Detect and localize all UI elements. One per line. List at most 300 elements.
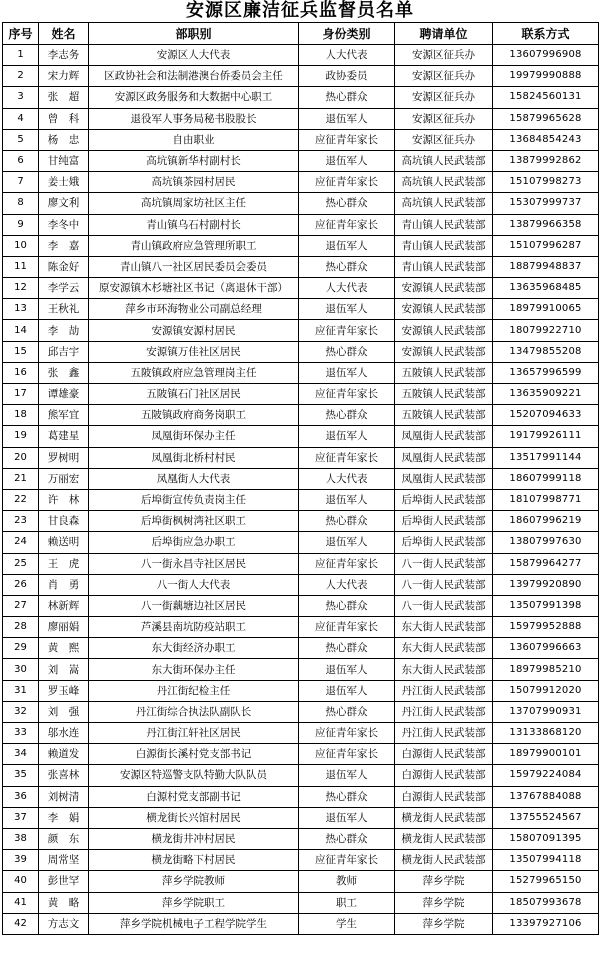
identity-type: 热心群众: [299, 193, 395, 214]
table-row: [3, 87, 599, 108]
identity-type: 职工: [299, 892, 395, 913]
position: 八一街永昌寺社区居民: [89, 553, 299, 574]
row-number: 17: [3, 384, 39, 405]
identity-type: 应征青年家长: [299, 850, 395, 871]
hiring-unit: 安源区征兵办: [395, 87, 493, 108]
hiring-unit: 安源镇人民武装部: [395, 299, 493, 320]
header-position: 部职别: [89, 23, 299, 45]
phone-number: 13397927106: [493, 913, 599, 934]
position: 区政协社会和法制港澳台侨委员会主任: [89, 66, 299, 87]
table-row: [3, 108, 599, 129]
position: 退役军人事务局秘书股股长: [89, 108, 299, 129]
identity-type: 人大代表: [299, 574, 395, 595]
table-row: [3, 913, 599, 934]
identity-type: 应征青年家长: [299, 553, 395, 574]
phone-number: 13767884088: [493, 786, 599, 807]
person-name: 颜 东: [39, 828, 89, 849]
identity-type: 应征青年家长: [299, 320, 395, 341]
table-row: [3, 172, 599, 193]
person-name: 李志务: [39, 45, 89, 66]
person-name: 罗玉峰: [39, 680, 89, 701]
identity-type: 退伍军人: [299, 807, 395, 828]
hiring-unit: 白源街人民武装部: [395, 744, 493, 765]
hiring-unit: 五陂镇人民武装部: [395, 384, 493, 405]
person-name: 谭雄豪: [39, 384, 89, 405]
identity-type: 应征青年家长: [299, 129, 395, 150]
hiring-unit: 凤凰街人民武装部: [395, 468, 493, 489]
row-number: 19: [3, 426, 39, 447]
hiring-unit: 五陂镇人民武装部: [395, 405, 493, 426]
hiring-unit: 五陂镇人民武装部: [395, 362, 493, 383]
row-number: 10: [3, 235, 39, 256]
position: 青山镇八一社区居民委员会委员: [89, 256, 299, 277]
phone-number: 13807997630: [493, 532, 599, 553]
table-row: [3, 638, 599, 659]
person-name: 张喜林: [39, 765, 89, 786]
person-name: 刘树清: [39, 786, 89, 807]
phone-number: 15979952888: [493, 617, 599, 638]
hiring-unit: 横龙街人民武装部: [395, 807, 493, 828]
table-row: [3, 468, 599, 489]
position: 安源镇万佳社区居民: [89, 341, 299, 362]
person-name: 张 鑫: [39, 362, 89, 383]
position: 八一街藕塘边社区居民: [89, 595, 299, 616]
identity-type: 退伍军人: [299, 680, 395, 701]
identity-type: 应征青年家长: [299, 214, 395, 235]
position: 萍乡市环海物业公司副总经理: [89, 299, 299, 320]
table-row: [3, 426, 599, 447]
phone-number: 19979990888: [493, 66, 599, 87]
row-number: 38: [3, 828, 39, 849]
phone-number: 18607999118: [493, 468, 599, 489]
person-name: 甘纯富: [39, 150, 89, 171]
person-name: 许 林: [39, 489, 89, 510]
row-number: 13: [3, 299, 39, 320]
position: 横龙街井冲村居民: [89, 828, 299, 849]
identity-type: 退伍军人: [299, 532, 395, 553]
table-row: [3, 66, 599, 87]
hiring-unit: 青山镇人民武装部: [395, 235, 493, 256]
table-row: [3, 659, 599, 680]
position: 横龙街长兴馆村居民: [89, 807, 299, 828]
phone-number: 18979910065: [493, 299, 599, 320]
identity-type: 热心群众: [299, 87, 395, 108]
table-row: [3, 828, 599, 849]
hiring-unit: 八一街人民武装部: [395, 553, 493, 574]
table-row: [3, 680, 599, 701]
position: 芦溪县南坑防疫站职工: [89, 617, 299, 638]
phone-number: 18879948837: [493, 256, 599, 277]
row-number: 1: [3, 45, 39, 66]
identity-type: 人大代表: [299, 468, 395, 489]
hiring-unit: 安源区征兵办: [395, 108, 493, 129]
identity-type: 应征青年家长: [299, 617, 395, 638]
hiring-unit: 凤凰街人民武装部: [395, 426, 493, 447]
identity-type: 热心群众: [299, 828, 395, 849]
hiring-unit: 丹江街人民武装部: [395, 701, 493, 722]
row-number: 39: [3, 850, 39, 871]
row-number: 12: [3, 278, 39, 299]
position: 安源区特巡警支队特勤大队队员: [89, 765, 299, 786]
phone-number: 15079912020: [493, 680, 599, 701]
table-row: [3, 511, 599, 532]
table-row: [3, 871, 599, 892]
phone-number: 18507993678: [493, 892, 599, 913]
row-number: 20: [3, 447, 39, 468]
identity-type: 应征青年家长: [299, 172, 395, 193]
row-number: 16: [3, 362, 39, 383]
page-title: 安源区廉洁征兵监督员名单: [186, 0, 414, 21]
hiring-unit: 后埠街人民武装部: [395, 489, 493, 510]
phone-number: 13517991144: [493, 447, 599, 468]
identity-type: 热心群众: [299, 405, 395, 426]
table-row: [3, 384, 599, 405]
table-row: [3, 807, 599, 828]
phone-number: 19179926111: [493, 426, 599, 447]
position: 安源区人大代表: [89, 45, 299, 66]
phone-number: 15879965628: [493, 108, 599, 129]
table-body: [3, 45, 599, 935]
position: 后埠街宣传负责岗主任: [89, 489, 299, 510]
table-row: [3, 447, 599, 468]
phone-number: 15307999737: [493, 193, 599, 214]
hiring-unit: 后埠街人民武装部: [395, 511, 493, 532]
row-number: 33: [3, 723, 39, 744]
hiring-unit: 高坑镇人民武装部: [395, 150, 493, 171]
position: 萍乡学院教师: [89, 871, 299, 892]
hiring-unit: 丹江街人民武装部: [395, 723, 493, 744]
table-row: [3, 723, 599, 744]
phone-number: 15807091395: [493, 828, 599, 849]
hiring-unit: 凤凰街人民武装部: [395, 447, 493, 468]
header-no: 序号: [3, 23, 39, 45]
position: 萍乡学院机械电子工程学院学生: [89, 913, 299, 934]
person-name: 甘良森: [39, 511, 89, 532]
position: 安源镇安源村居民: [89, 320, 299, 341]
table-row: [3, 553, 599, 574]
identity-type: 退伍军人: [299, 362, 395, 383]
row-number: 5: [3, 129, 39, 150]
hiring-unit: 八一街人民武装部: [395, 595, 493, 616]
position: 凤凰街人大代表: [89, 468, 299, 489]
identity-type: 退伍军人: [299, 150, 395, 171]
position: 白源村党支部副书记: [89, 786, 299, 807]
row-number: 7: [3, 172, 39, 193]
position: 自由职业: [89, 129, 299, 150]
row-number: 26: [3, 574, 39, 595]
person-name: 廖丽娟: [39, 617, 89, 638]
table-row: [3, 489, 599, 510]
person-name: 杨 忠: [39, 129, 89, 150]
phone-number: 18607996219: [493, 511, 599, 532]
person-name: 邱吉宇: [39, 341, 89, 362]
person-name: 刘 强: [39, 701, 89, 722]
hiring-unit: 高坑镇人民武装部: [395, 193, 493, 214]
person-name: 宋力辉: [39, 66, 89, 87]
row-number: 3: [3, 87, 39, 108]
position: 东大街经济办职工: [89, 638, 299, 659]
person-name: 林新辉: [39, 595, 89, 616]
person-name: 曾 科: [39, 108, 89, 129]
phone-number: 13979920890: [493, 574, 599, 595]
identity-type: 热心群众: [299, 511, 395, 532]
identity-type: 退伍军人: [299, 489, 395, 510]
phone-number: 13607996908: [493, 45, 599, 66]
identity-type: 退伍军人: [299, 659, 395, 680]
row-number: 9: [3, 214, 39, 235]
phone-number: 13133868120: [493, 723, 599, 744]
row-number: 24: [3, 532, 39, 553]
row-number: 27: [3, 595, 39, 616]
table-row: [3, 256, 599, 277]
table-row: [3, 193, 599, 214]
hiring-unit: 萍乡学院: [395, 871, 493, 892]
person-name: 李 劼: [39, 320, 89, 341]
hiring-unit: 丹江街人民武装部: [395, 680, 493, 701]
table-row: [3, 299, 599, 320]
hiring-unit: 安源区征兵办: [395, 129, 493, 150]
person-name: 张 超: [39, 87, 89, 108]
position: 萍乡学院职工: [89, 892, 299, 913]
person-name: 黄 熙: [39, 638, 89, 659]
hiring-unit: 青山镇人民武装部: [395, 256, 493, 277]
row-number: 2: [3, 66, 39, 87]
table-row: [3, 150, 599, 171]
phone-number: 15879964277: [493, 553, 599, 574]
hiring-unit: 安源镇人民武装部: [395, 341, 493, 362]
identity-type: 退伍军人: [299, 108, 395, 129]
row-number: 31: [3, 680, 39, 701]
table-row: [3, 341, 599, 362]
hiring-unit: 白源街人民武装部: [395, 765, 493, 786]
row-number: 14: [3, 320, 39, 341]
position: 五陂镇政府商务岗职工: [89, 405, 299, 426]
row-number: 23: [3, 511, 39, 532]
table-row: [3, 235, 599, 256]
row-number: 36: [3, 786, 39, 807]
phone-number: 13707990931: [493, 701, 599, 722]
person-name: 李冬中: [39, 214, 89, 235]
identity-type: 热心群众: [299, 256, 395, 277]
row-number: 6: [3, 150, 39, 171]
phone-number: 13635909221: [493, 384, 599, 405]
table-row: [3, 617, 599, 638]
identity-type: 学生: [299, 913, 395, 934]
person-name: 李学云: [39, 278, 89, 299]
person-name: 王秋礼: [39, 299, 89, 320]
hiring-unit: 安源镇人民武装部: [395, 278, 493, 299]
person-name: 罗树明: [39, 447, 89, 468]
position: 安源区政务服务和大数据中心职工: [89, 87, 299, 108]
table-row: [3, 765, 599, 786]
position: 高坑镇茶园村居民: [89, 172, 299, 193]
row-number: 42: [3, 913, 39, 934]
hiring-unit: 横龙街人民武装部: [395, 850, 493, 871]
phone-number: 15207094633: [493, 405, 599, 426]
phone-number: 18107998771: [493, 489, 599, 510]
phone-number: 13879966358: [493, 214, 599, 235]
row-number: 4: [3, 108, 39, 129]
person-name: 葛建星: [39, 426, 89, 447]
identity-type: 退伍军人: [299, 426, 395, 447]
row-number: 37: [3, 807, 39, 828]
row-number: 15: [3, 341, 39, 362]
hiring-unit: 横龙街人民武装部: [395, 828, 493, 849]
person-name: 赖送明: [39, 532, 89, 553]
person-name: 李 嘉: [39, 235, 89, 256]
person-name: 彭世罕: [39, 871, 89, 892]
identity-type: 应征青年家长: [299, 744, 395, 765]
phone-number: 13657996599: [493, 362, 599, 383]
person-name: 廖文利: [39, 193, 89, 214]
phone-number: 15279965150: [493, 871, 599, 892]
person-name: 肖 勇: [39, 574, 89, 595]
row-number: 22: [3, 489, 39, 510]
phone-number: 13684854243: [493, 129, 599, 150]
phone-number: 18979900101: [493, 744, 599, 765]
phone-number: 13607996663: [493, 638, 599, 659]
position: 丹江街综合执法队副队长: [89, 701, 299, 722]
identity-type: 热心群众: [299, 595, 395, 616]
table-row: [3, 405, 599, 426]
hiring-unit: 东大街人民武装部: [395, 617, 493, 638]
position: 东大街环保办主任: [89, 659, 299, 680]
identity-type: 退伍军人: [299, 235, 395, 256]
table-header-row: [3, 23, 599, 45]
table-row: [3, 786, 599, 807]
row-number: 18: [3, 405, 39, 426]
position: 后埠街应急办职工: [89, 532, 299, 553]
hiring-unit: 白源街人民武装部: [395, 786, 493, 807]
position: 八一街人大代表: [89, 574, 299, 595]
phone-number: 15979224084: [493, 765, 599, 786]
table-row: [3, 850, 599, 871]
position: 青山镇乌石村副村长: [89, 214, 299, 235]
hiring-unit: 青山镇人民武装部: [395, 214, 493, 235]
hiring-unit: 东大街人民武装部: [395, 659, 493, 680]
table-row: [3, 129, 599, 150]
row-number: 8: [3, 193, 39, 214]
position: 丹江街江轩社区居民: [89, 723, 299, 744]
person-name: 邬水连: [39, 723, 89, 744]
row-number: 29: [3, 638, 39, 659]
phone-number: 13879992862: [493, 150, 599, 171]
phone-number: 15107998273: [493, 172, 599, 193]
hiring-unit: 后埠街人民武装部: [395, 532, 493, 553]
row-number: 28: [3, 617, 39, 638]
hiring-unit: 八一街人民武装部: [395, 574, 493, 595]
row-number: 21: [3, 468, 39, 489]
person-name: 赖道发: [39, 744, 89, 765]
table-row: [3, 278, 599, 299]
person-name: 李 娟: [39, 807, 89, 828]
person-name: 黄 略: [39, 892, 89, 913]
phone-number: 13635968485: [493, 278, 599, 299]
table-row: [3, 892, 599, 913]
table-row: [3, 45, 599, 66]
identity-type: 人大代表: [299, 45, 395, 66]
identity-type: 热心群众: [299, 701, 395, 722]
header-identity: 身份类别: [299, 23, 395, 45]
identity-type: 应征青年家长: [299, 384, 395, 405]
position: 横龙街略下村居民: [89, 850, 299, 871]
supervisor-table: [2, 22, 599, 935]
phone-number: 18079922710: [493, 320, 599, 341]
phone-number: 13507991398: [493, 595, 599, 616]
row-number: 32: [3, 701, 39, 722]
identity-type: 教师: [299, 871, 395, 892]
person-name: 熊军宜: [39, 405, 89, 426]
position: 丹江街纪检主任: [89, 680, 299, 701]
row-number: 41: [3, 892, 39, 913]
position: 凤凰街北桥村村民: [89, 447, 299, 468]
identity-type: 应征青年家长: [299, 723, 395, 744]
header-unit: 聘请单位: [395, 23, 493, 45]
table-row: [3, 574, 599, 595]
position: 青山镇政府应急管理所职工: [89, 235, 299, 256]
hiring-unit: 东大街人民武装部: [395, 638, 493, 659]
identity-type: 政协委员: [299, 66, 395, 87]
hiring-unit: 萍乡学院: [395, 892, 493, 913]
position: 高坑镇新华村副村长: [89, 150, 299, 171]
identity-type: 退伍军人: [299, 299, 395, 320]
phone-number: 15107996287: [493, 235, 599, 256]
identity-type: 应征青年家长: [299, 447, 395, 468]
table-row: [3, 320, 599, 341]
position: 五陂镇政府应急管理岗主任: [89, 362, 299, 383]
row-number: 25: [3, 553, 39, 574]
header-contact: 联系方式: [493, 23, 599, 45]
phone-number: 13755524567: [493, 807, 599, 828]
row-number: 11: [3, 256, 39, 277]
position: 白源街长溪村党支部书记: [89, 744, 299, 765]
hiring-unit: 安源区征兵办: [395, 45, 493, 66]
position: 五陂镇石门社区居民: [89, 384, 299, 405]
hiring-unit: 安源区征兵办: [395, 66, 493, 87]
header-name: 姓名: [39, 23, 89, 45]
row-number: 30: [3, 659, 39, 680]
row-number: 35: [3, 765, 39, 786]
phone-number: 15824560131: [493, 87, 599, 108]
row-number: 40: [3, 871, 39, 892]
identity-type: 人大代表: [299, 278, 395, 299]
identity-type: 热心群众: [299, 638, 395, 659]
person-name: 姜士娥: [39, 172, 89, 193]
hiring-unit: 高坑镇人民武装部: [395, 172, 493, 193]
phone-number: 13507994118: [493, 850, 599, 871]
position: 高坑镇周家坊社区主任: [89, 193, 299, 214]
table-row: [3, 701, 599, 722]
table-row: [3, 362, 599, 383]
phone-number: 18979985210: [493, 659, 599, 680]
position: 后埠街枫树湾社区职工: [89, 511, 299, 532]
position: 原安源镇木杉塘社区书记（离退休干部）: [89, 278, 299, 299]
person-name: 王 虎: [39, 553, 89, 574]
identity-type: 热心群众: [299, 341, 395, 362]
table-row: [3, 595, 599, 616]
person-name: 万丽宏: [39, 468, 89, 489]
position: 凤凰街环保办主任: [89, 426, 299, 447]
person-name: 刘 嵩: [39, 659, 89, 680]
table-row: [3, 214, 599, 235]
table-row: [3, 532, 599, 553]
person-name: 方志文: [39, 913, 89, 934]
hiring-unit: 安源镇人民武装部: [395, 320, 493, 341]
person-name: 周常坚: [39, 850, 89, 871]
identity-type: 退伍军人: [299, 765, 395, 786]
row-number: 34: [3, 744, 39, 765]
table-row: [3, 744, 599, 765]
